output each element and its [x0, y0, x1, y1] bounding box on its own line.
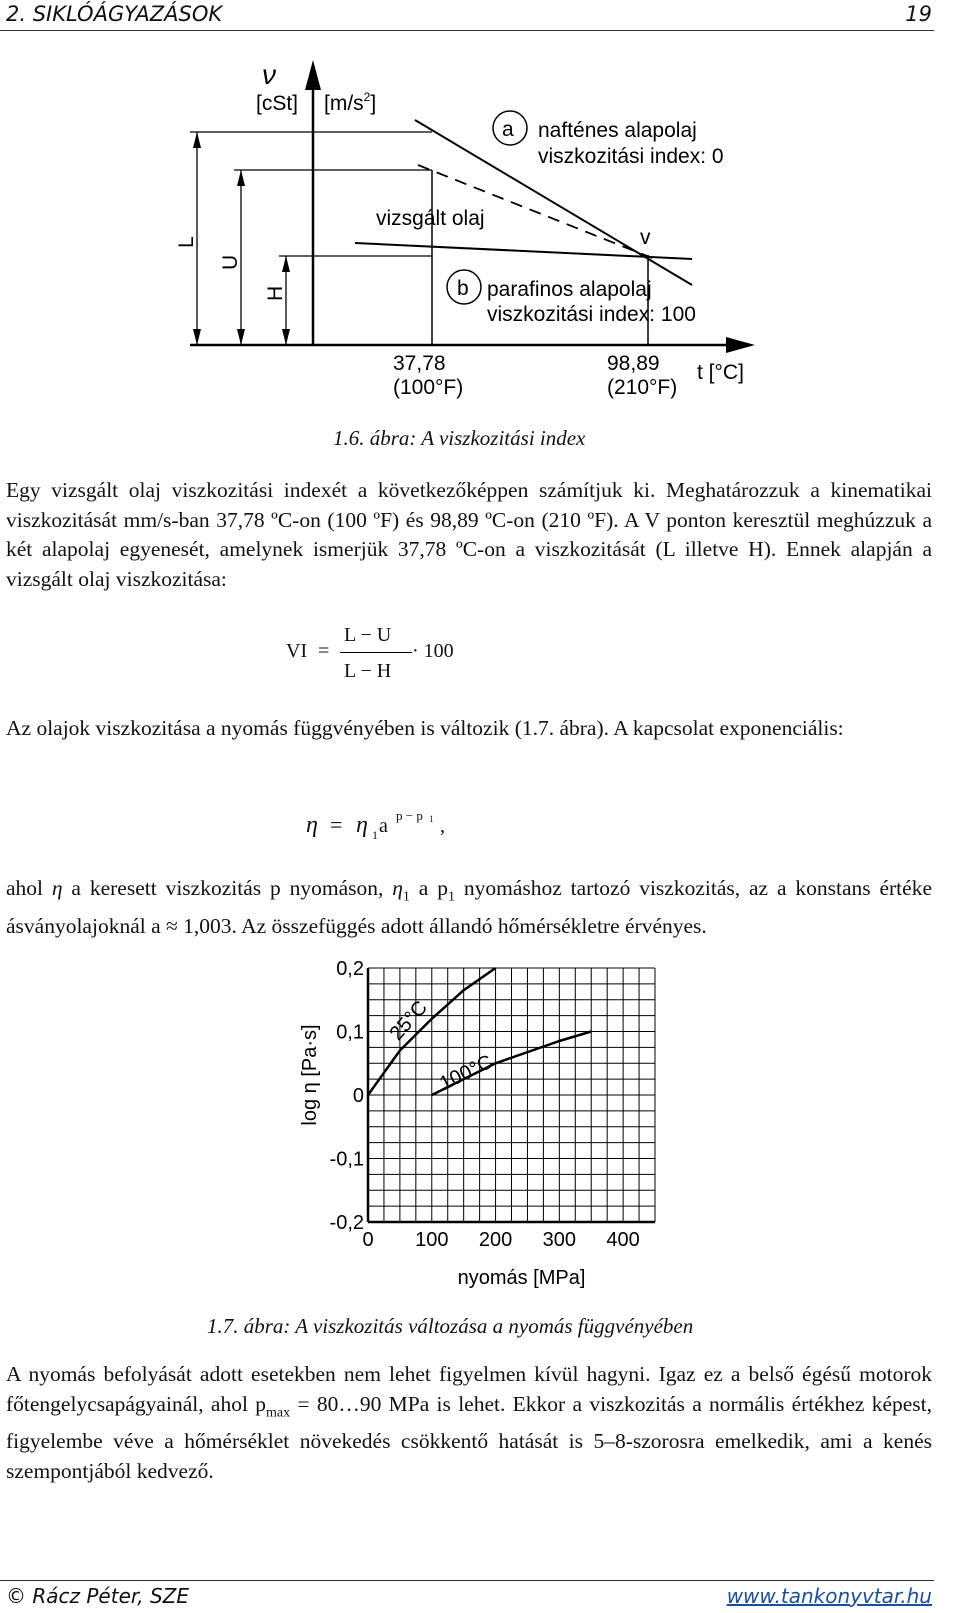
footer-rule [0, 1580, 934, 1581]
x-tick-label: 200 [478, 1229, 513, 1251]
vi-multiplier: · 100 [412, 640, 454, 662]
y-tick-label: 0,2 [336, 958, 364, 980]
point-v: v [640, 226, 651, 249]
x-tick-label: 400 [606, 1229, 640, 1251]
x-tick-label: 100 [415, 1229, 449, 1251]
fraction-bar [340, 652, 412, 653]
vi-numerator: L − U [344, 624, 392, 646]
naphthenic-vi: viszkozitási index: 0 [538, 145, 724, 168]
p3-sub2: 1 [447, 889, 455, 905]
figure-caption-2: 1.7. ábra: A viszkozitás változása a nyomás függvényében [207, 1314, 694, 1338]
nu-symbol: ν [262, 59, 276, 90]
eta-one: η [356, 812, 368, 838]
temp1-fahrenheit: (100°F) [393, 376, 464, 399]
unit-ms: $[m/s^2]$ [324, 90, 377, 115]
p3-eta: η [51, 876, 63, 900]
vi-lhs: VI [286, 640, 308, 662]
y-tick-label: 0 [352, 1085, 364, 1107]
temp2-fahrenheit: (210°F) [607, 376, 678, 399]
y-tick-label: 0,1 [336, 1021, 364, 1044]
eta-lhs: η [306, 812, 318, 838]
label-U: U [219, 254, 242, 270]
viscosity-index-diagram [0, 40, 960, 420]
pressure-viscosity-chart [280, 950, 660, 1290]
paragraph-3 [6, 874, 932, 941]
paraffinic-vi: viszkozitási index: 100 [487, 303, 696, 326]
p3-text-1: ahol [6, 876, 52, 900]
series-label-25c: 25°C [385, 996, 432, 1045]
p4-text-2: = 80…90 MPa is lehet. Ekkor a viszkozitás a normális értékhez képest, figyelembe véve a hőmérséklet növekedés csökkentő hatását is 5–8-szorosra emelkedik, ami a kenés szempontjából kedvező. [6, 1391, 932, 1483]
p4-text-1: A nyomás befolyását adott esetekben nem lehet figyelmen kívül hagyni. Igaz ez a belső égésű motorok főtengelycsapágyainál, ahol p [6, 1362, 932, 1416]
naphthenic-label: nafténes alapolaj [538, 119, 697, 142]
paragraph-1: Egy vizsgált olaj viszkozitási indexét a következőképpen számítjuk ki. Meghatározzuk a kinematikai viszkozitását mm/s-ban 37,78 ºC-on (100 ºF) és 98,89 ºC-on (210 ºF). A V ponton keresztül meghúzzuk a két alapolaj egyenesét, amelynek ismerjük 37,78 ºC-on a viszkozitását (L illetve H). Ennek alapján a vizsgált olaj viszkozitása: [6, 478, 932, 591]
temp1-value: 37,78 [393, 352, 446, 375]
unit-cst: [cSt] [256, 92, 299, 115]
header-rule [0, 30, 934, 31]
y-axis-label: log η [Pa·s] [299, 1024, 321, 1126]
series-label-100c: 100°C [436, 1050, 497, 1096]
x-tick-label: 0 [362, 1229, 374, 1251]
eta-eq: = [330, 812, 343, 837]
figure-caption-1: 1.6. ábra: A viszkozitási index [333, 426, 586, 450]
footer-link[interactable]: www.tankonyvtar.hu [726, 1584, 932, 1608]
p4-sub-max: max [265, 1404, 291, 1420]
t-axis-label: t [°C] [697, 361, 744, 384]
label-H: H [264, 285, 287, 301]
x-tick-label: 300 [542, 1229, 577, 1251]
eta-formula [306, 800, 506, 850]
eta-sub: 1 [372, 828, 378, 842]
paraffinic-label: parafinos alapolaj [487, 278, 652, 301]
p3-eta1: η [392, 876, 403, 900]
p3-sub1: 1 [402, 889, 410, 905]
page-number: 19 [905, 2, 932, 26]
vi-denominator: L − H [344, 660, 392, 682]
exponent-sub: 1 [429, 814, 434, 824]
vi-formula [286, 620, 486, 690]
vi-eq: = [318, 640, 330, 662]
base-a: a [379, 815, 388, 837]
x-axis-label: nyomás [MPa] [457, 1267, 586, 1289]
paragraph-2: Az olajok viszkozitása a nyomás függvényében is változik (1.7. ábra). A kapcsolat exponenciális: [6, 716, 844, 740]
paragraph-4 [6, 1360, 932, 1486]
p3-text-2: a keresett viszkozitás p nyomáson, [62, 876, 393, 900]
marker-a: a [502, 118, 514, 141]
temp2-value: 98,89 [607, 352, 660, 375]
formula-comma: , [440, 815, 445, 837]
exponent: p − p [396, 808, 423, 823]
p3-text-3: a p [409, 876, 448, 900]
y-tick-label: -0,1 [329, 1148, 364, 1171]
tested-oil-label: vizsgált olaj [376, 207, 485, 230]
label-L: L [175, 236, 198, 248]
chapter-title: 2. SIKLÓÁGYAZÁSOK [6, 2, 223, 26]
y-tick-label: -0,2 [329, 1212, 364, 1234]
marker-b: b [457, 277, 469, 300]
p3-text-4: nyomáshoz tartozó viszkozitás, az a konstans értéke ásványolajoknál a ≈ 1,003. Az összefüggés adott állandó hőmérsékletre érvényes. [6, 876, 932, 938]
footer-author: © Rácz Péter, SZE [6, 1584, 190, 1608]
page-header [0, 0, 960, 26]
page-footer [0, 1580, 960, 1613]
